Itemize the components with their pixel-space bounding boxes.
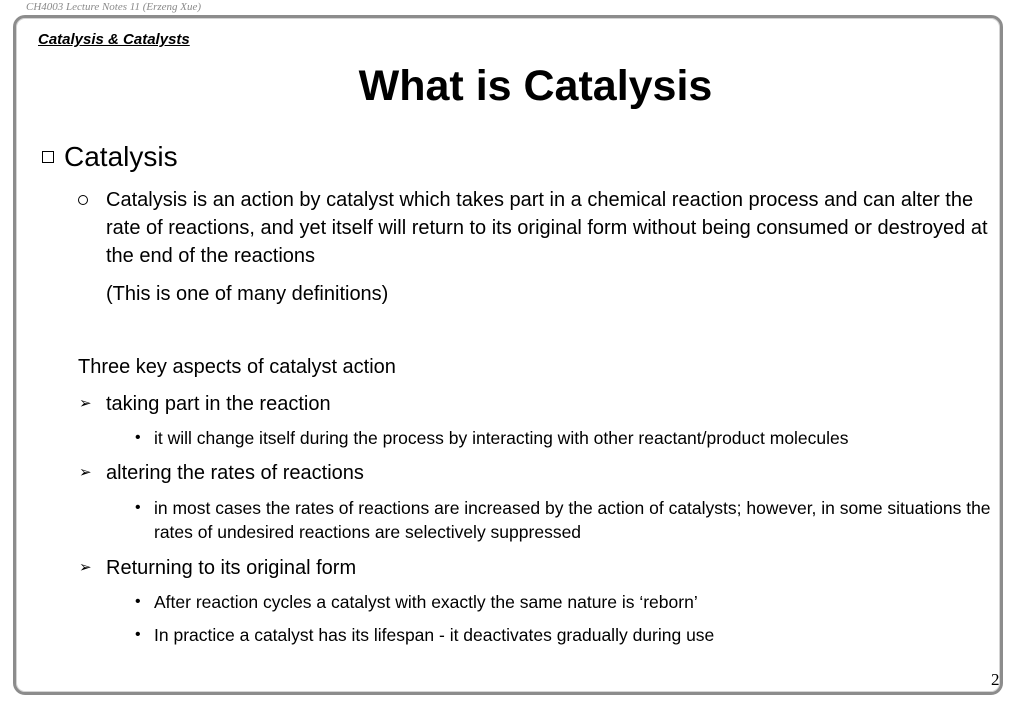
aspects-heading: Three key aspects of catalyst action xyxy=(78,356,396,378)
arrow-bullet-icon: ➢ xyxy=(79,464,92,481)
aspect-label: altering the rates of reactions xyxy=(106,462,364,484)
level1-heading: Catalysis xyxy=(64,141,178,172)
aspect-label: taking part in the reaction xyxy=(106,393,331,415)
aspect-detail: After reaction cycles a catalyst with exactly the same nature is ‘reborn’ xyxy=(154,592,698,612)
dot-bullet-icon: • xyxy=(135,499,141,516)
dot-bullet-icon: • xyxy=(135,429,141,446)
aspect-label: Returning to its original form xyxy=(106,557,357,579)
arrow-bullet-icon: ➢ xyxy=(79,395,92,412)
definition-text: Catalysis is an action by catalyst which takes part in a chemical reaction process and can alter the rate of reactions, and yet itself will return to its original form without being consumed or destroyed at the end of the reactions xyxy=(106,189,988,267)
dot-bullet-icon: • xyxy=(135,626,141,643)
running-header: CH4003 Lecture Notes 11 (Erzeng Xue) xyxy=(26,1,202,13)
level1-item xyxy=(42,140,178,174)
definition-note: (This is one of many definitions) xyxy=(106,283,389,305)
dot-bullet-icon: • xyxy=(135,593,141,610)
aspect-detail: In practice a catalyst has its lifespan - it deactivates gradually during use xyxy=(154,625,715,645)
aspect-detail: it will change itself during the process by interacting with other reactant/product molecules xyxy=(154,428,849,448)
square-bullet-icon xyxy=(42,151,54,163)
ring-bullet-icon xyxy=(78,195,88,205)
aspect-detail: in most cases the rates of reactions are increased by the action of catalysts; however, in some situations the rates of undesired reactions are selectively suppressed xyxy=(154,498,991,542)
slide-title: What is Catalysis xyxy=(358,62,713,110)
page-number: 2 xyxy=(991,670,1000,689)
section-label: Catalysis & Catalysts xyxy=(38,31,190,48)
arrow-bullet-icon: ➢ xyxy=(79,559,92,576)
